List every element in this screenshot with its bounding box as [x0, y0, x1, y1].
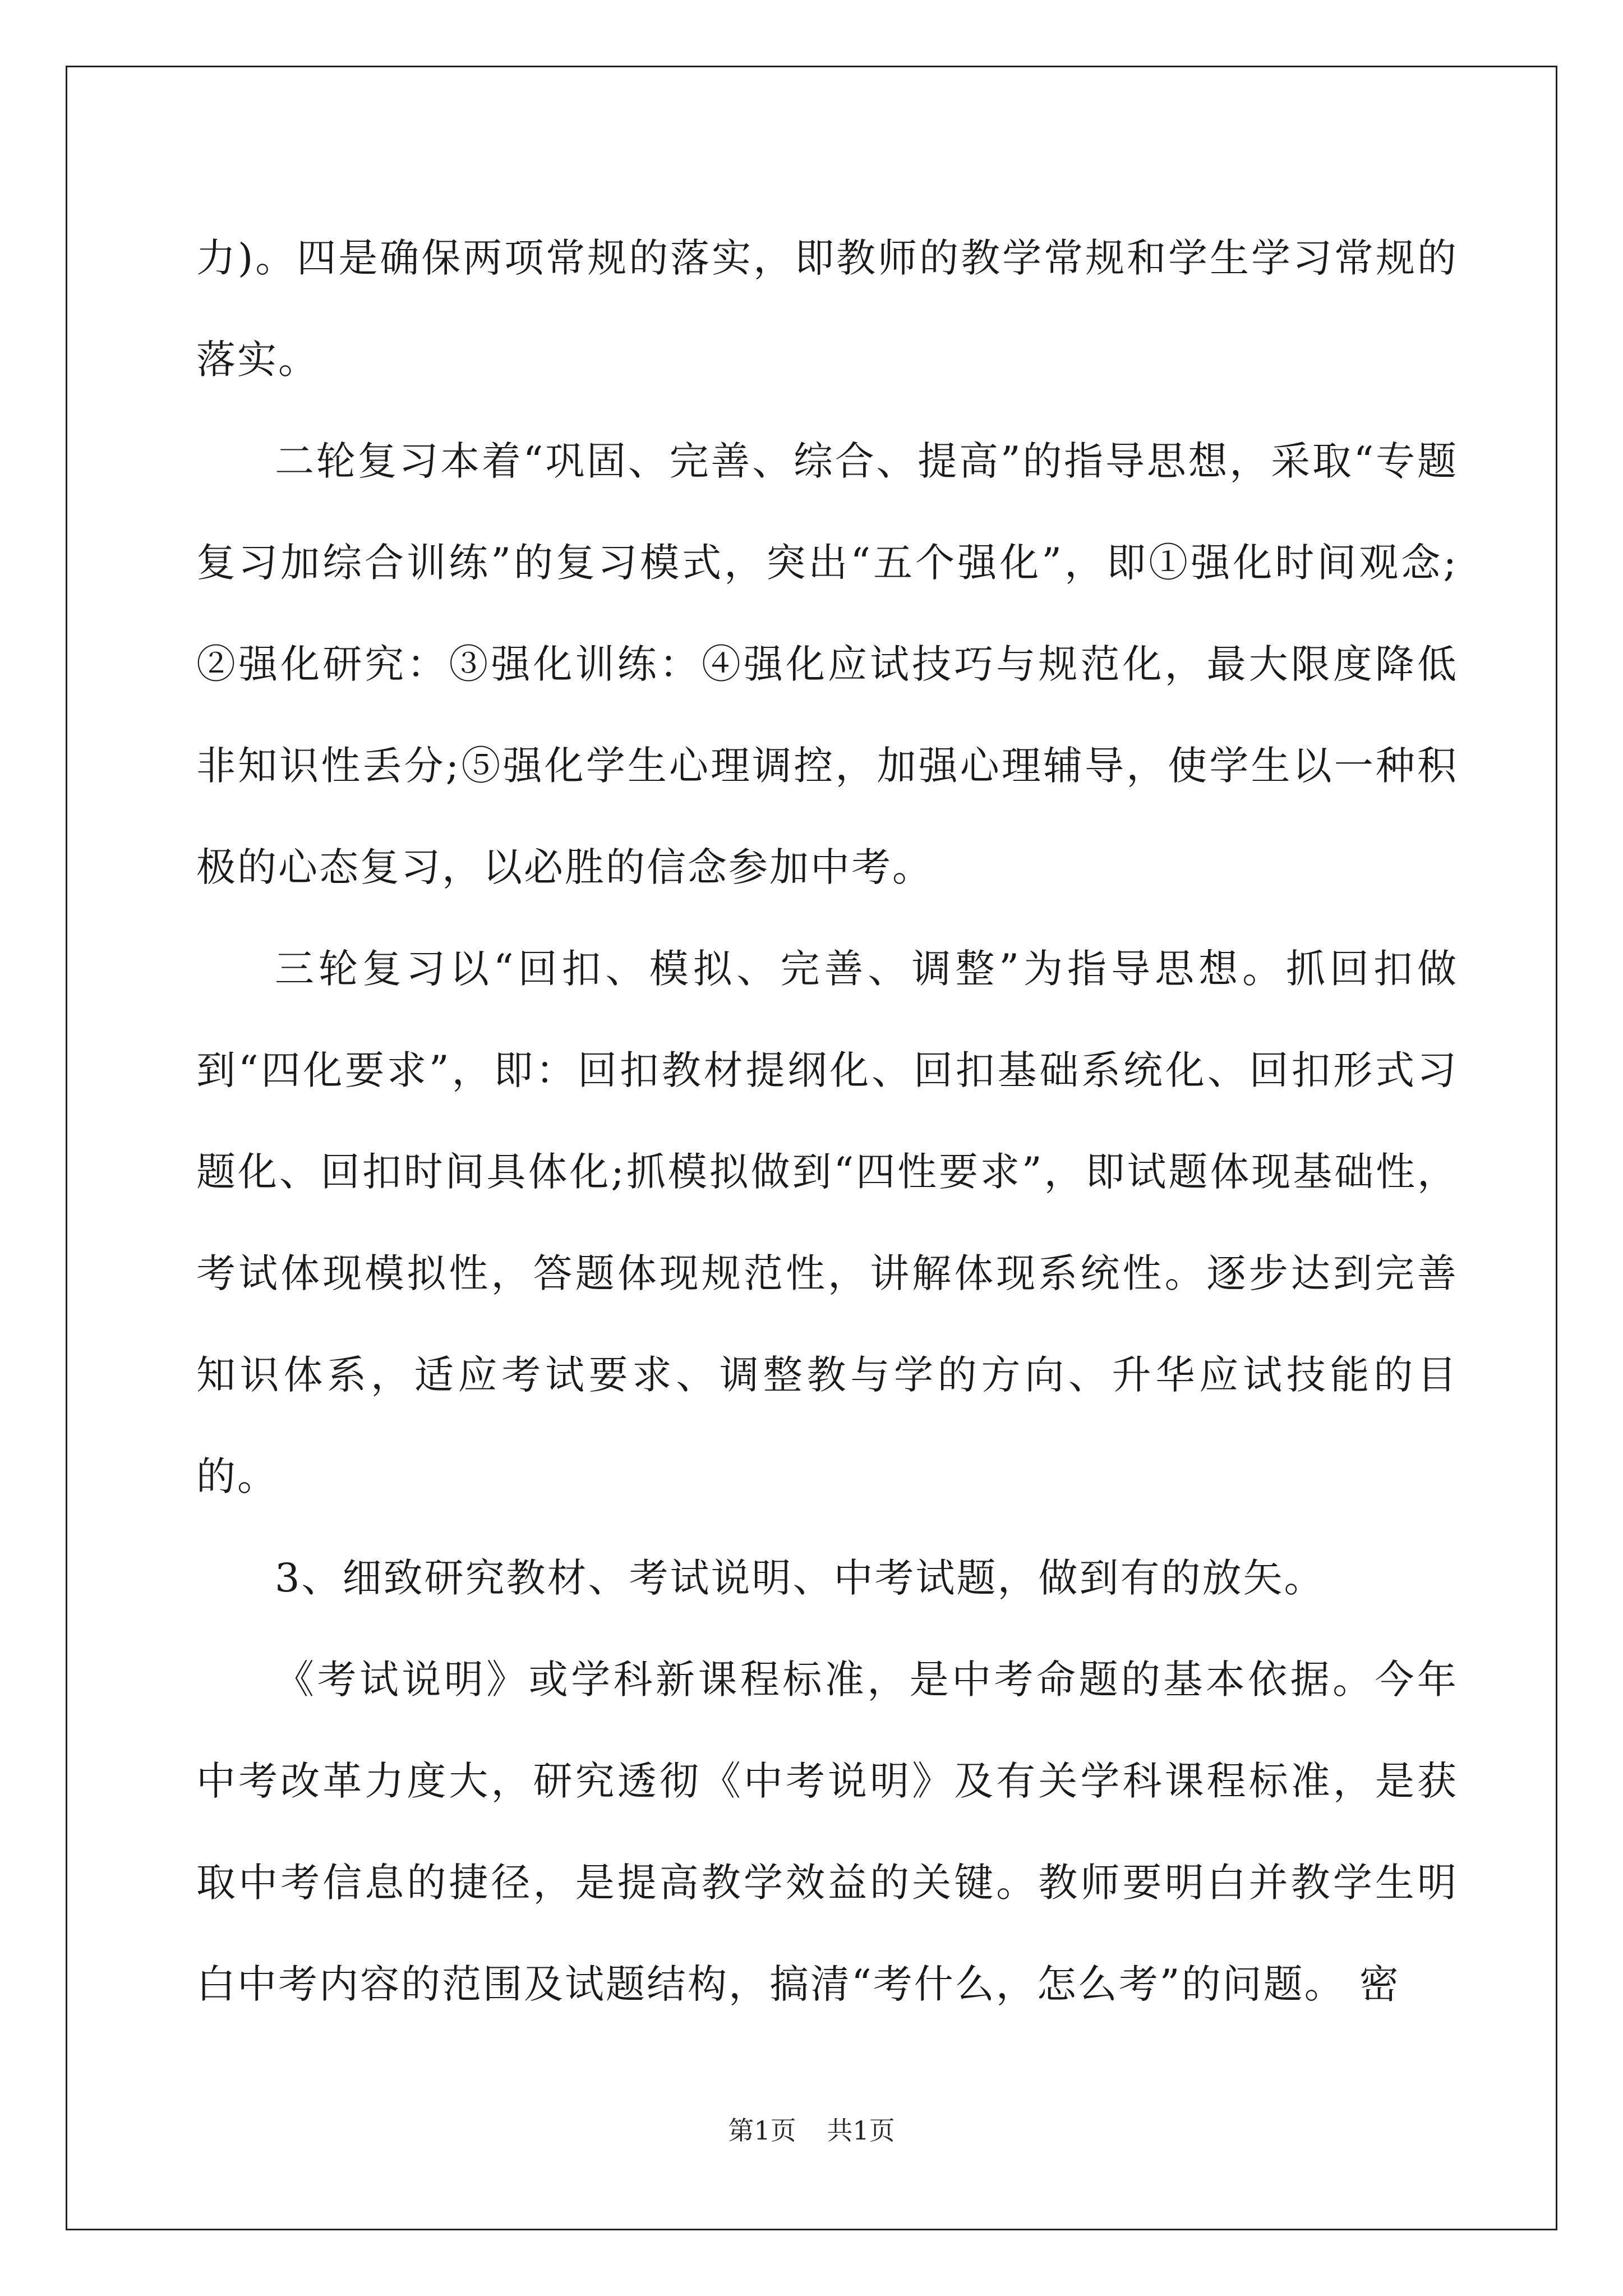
document-body	[196, 208, 1458, 2035]
page-total: 共1页	[827, 2115, 895, 2146]
paragraph-2: 二轮复习本着“巩固、完善、综合、提高”的指导思想，采取“专题复习加综合训练”的复习模式，突出“五个强化”，即①强化时间观念;②强化研究：③强化训练：④强化应试技巧与规范化，最大限度降低非知识性丢分;⑤强化学生心理调控，加强心理辅导，使学生以一种积极的心态复习，以必胜的信念参加中考。	[196, 438, 1458, 890]
paragraph-1: 力)。四是确保两项常规的落实，即教师的教学常规和学生学习常规的落实。	[196, 235, 1458, 383]
page-number: 第1页	[728, 2115, 796, 2146]
paragraph-3: 三轮复习以“回扣、模拟、完善、调整”为指导思想。抓回扣做到“四化要求”，即：回扣教材提纲化、回扣基础系统化、回扣形式习题化、回扣时间具体化;抓模拟做到“四性要求”，即试题体现基础性，考试体现模拟性，答题体现规范性，讲解体现系统性。逐步达到完善知识体系，适应考试要求、调整教与学的方向、升华应试技能的目的。	[196, 946, 1458, 1499]
paragraph-4: 3、细致研究教材、考试说明、中考试题，做到有的放矢。	[275, 1555, 1325, 1601]
paragraph-5: 《考试说明》或学科新课程标准，是中考命题的基本依据。今年中考改革力度大，研究透彻《中考说明》及有关学科课程标准，是获取中考信息的捷径，是提高教学效益的关键。教师要明白并教学生明白中考内容的范围及试题结构，搞清“考什么，怎么考”的问题。 密	[196, 1657, 1458, 2007]
page-footer	[0, 2114, 1623, 2147]
